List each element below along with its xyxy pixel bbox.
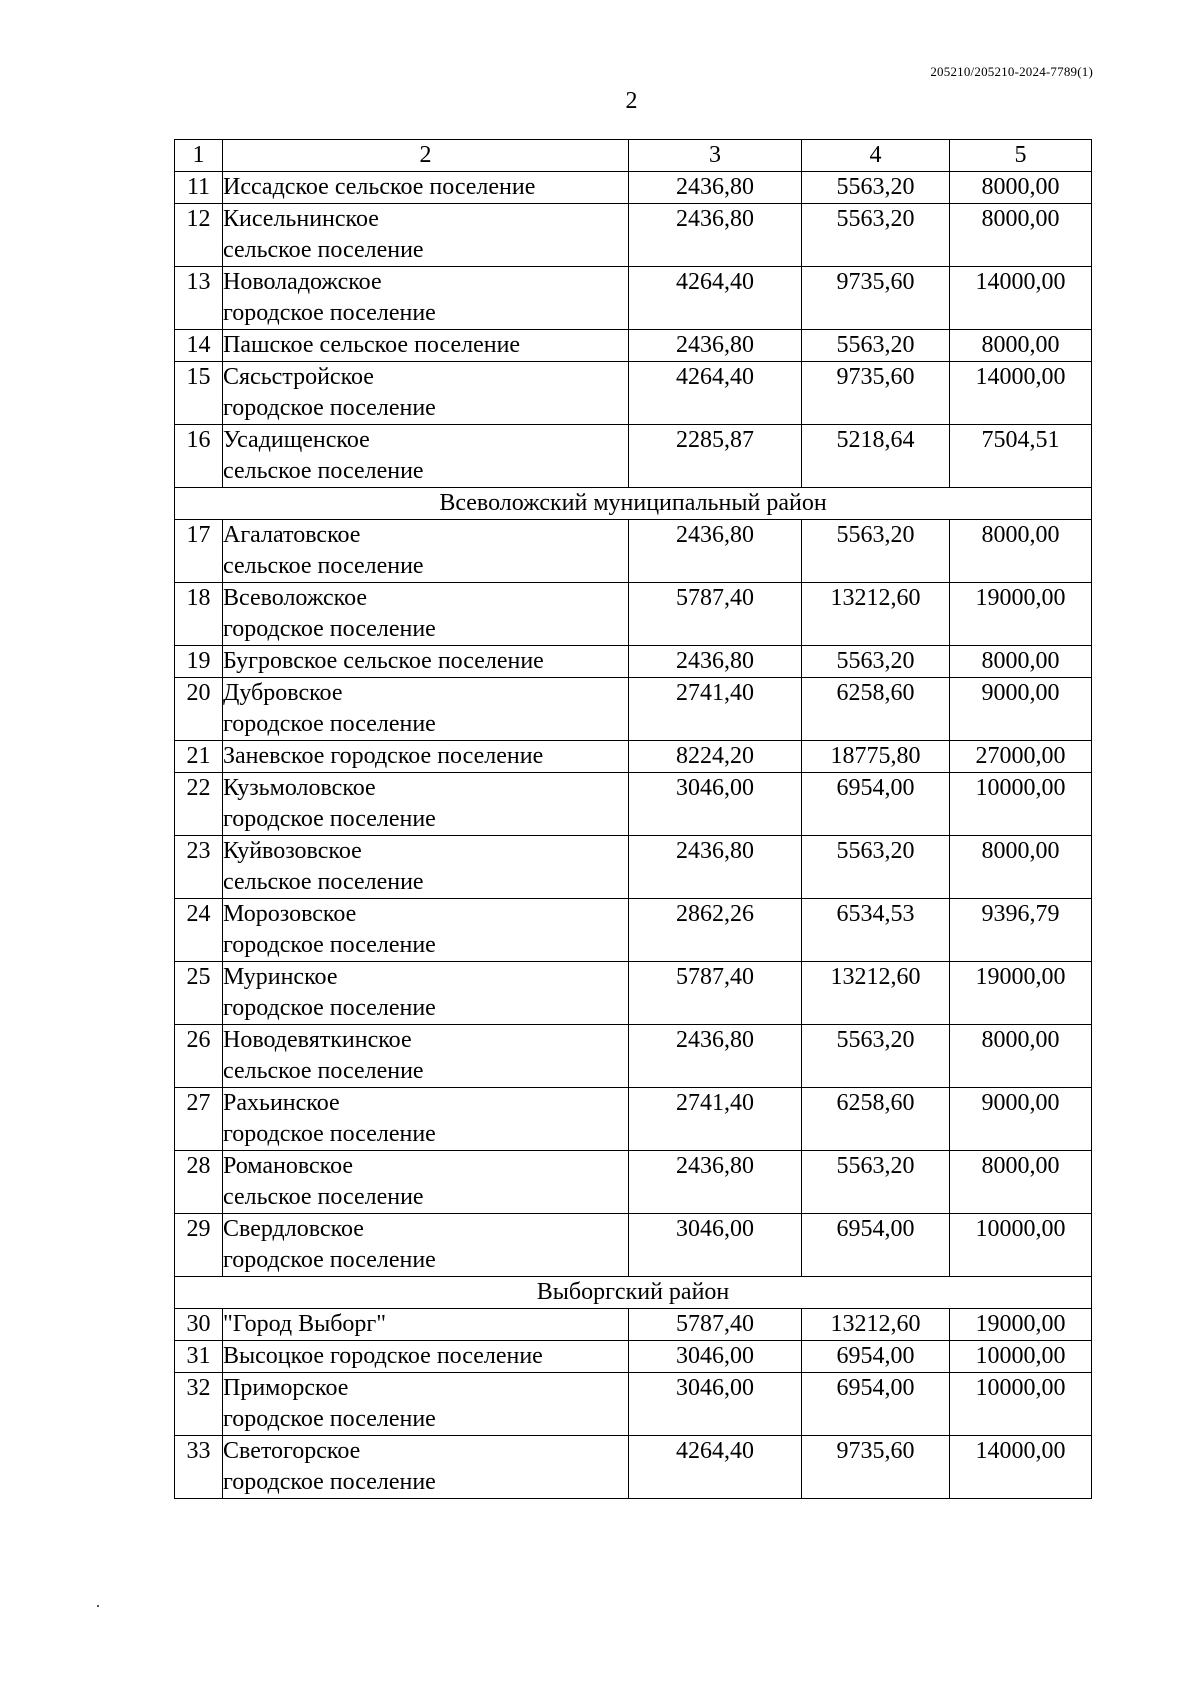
value-c3: 2741,40	[629, 678, 802, 741]
table-body	[175, 140, 1092, 1499]
value-c4: 5563,20	[802, 330, 950, 362]
table-row	[175, 1025, 1092, 1088]
value-c4: 6954,00	[802, 773, 950, 836]
value-c5: 10000,00	[950, 1214, 1092, 1277]
value-c3: 3046,00	[629, 1373, 802, 1436]
value-c4: 13212,60	[802, 962, 950, 1025]
settlement-name-line: Приморское	[223, 1375, 349, 1401]
value-c5: 7504,51	[950, 425, 1092, 488]
row-number: 11	[175, 172, 223, 204]
table-row	[175, 962, 1092, 1025]
value-c3: 2436,80	[629, 520, 802, 583]
settlement-name-line: городское поселение	[223, 711, 436, 737]
value-c4: 6954,00	[802, 1214, 950, 1277]
row-number: 14	[175, 330, 223, 362]
settlement-name	[223, 520, 629, 583]
settlement-name-line: Светогорское	[223, 1438, 361, 1464]
value-c3: 3046,00	[629, 1214, 802, 1277]
value-c3: 2436,80	[629, 204, 802, 267]
value-c4: 5563,20	[802, 836, 950, 899]
value-c4: 5563,20	[802, 1025, 950, 1088]
settlement-name-line: сельское поселение	[223, 553, 424, 579]
settlement-name-line: Бугровское сельское поселение	[223, 648, 544, 674]
row-number: 20	[175, 678, 223, 741]
settlement-name-line: Новодевяткинское	[223, 1027, 412, 1053]
table-row	[175, 1151, 1092, 1214]
value-c3: 2436,80	[629, 172, 802, 204]
settlement-name-line: Рахьинское	[223, 1090, 340, 1116]
settlement-name	[223, 836, 629, 899]
settlement-name	[223, 1341, 629, 1373]
row-number: 24	[175, 899, 223, 962]
value-c5: 27000,00	[950, 741, 1092, 773]
settlement-name-line: Новоладожское	[223, 269, 382, 295]
row-number: 18	[175, 583, 223, 646]
settlement-name-line: Усадищенское	[223, 427, 370, 453]
value-c5: 10000,00	[950, 773, 1092, 836]
table-row	[175, 1341, 1092, 1373]
value-c5: 9000,00	[950, 678, 1092, 741]
table-row	[175, 1373, 1092, 1436]
row-number: 12	[175, 204, 223, 267]
settlement-name-line: Заневское городское поселение	[223, 743, 544, 769]
value-c3: 2285,87	[629, 425, 802, 488]
allocation-table	[174, 139, 1092, 1499]
settlement-name-line: Муринское	[223, 964, 338, 990]
value-c3: 2741,40	[629, 1088, 802, 1151]
value-c3: 2436,80	[629, 330, 802, 362]
value-c5: 19000,00	[950, 962, 1092, 1025]
value-c5: 14000,00	[950, 1436, 1092, 1499]
section-row	[175, 1277, 1092, 1309]
value-c4: 6258,60	[802, 1088, 950, 1151]
value-c4: 5218,64	[802, 425, 950, 488]
value-c5: 14000,00	[950, 267, 1092, 330]
settlement-name-line: Кузьмоловское	[223, 775, 376, 801]
table-row	[175, 583, 1092, 646]
value-c5: 8000,00	[950, 1151, 1092, 1214]
settlement-name	[223, 1309, 629, 1341]
settlement-name-line: сельское поселение	[223, 237, 424, 263]
table-row	[175, 1436, 1092, 1499]
header-cell-3: 3	[629, 140, 802, 172]
table-row	[175, 741, 1092, 773]
table-row	[175, 267, 1092, 330]
section-row	[175, 488, 1092, 520]
value-c4: 9735,60	[802, 1436, 950, 1499]
value-c3: 5787,40	[629, 962, 802, 1025]
value-c3: 2436,80	[629, 1151, 802, 1214]
table-row	[175, 1309, 1092, 1341]
row-number: 15	[175, 362, 223, 425]
scan-speck	[97, 1605, 99, 1607]
settlement-name	[223, 583, 629, 646]
value-c5: 10000,00	[950, 1341, 1092, 1373]
settlement-name	[223, 362, 629, 425]
header-cell-5: 5	[950, 140, 1092, 172]
settlement-name-line: городское поселение	[223, 995, 436, 1021]
settlement-name-line: городское поселение	[223, 300, 436, 326]
settlement-name-line: Всеволожское	[223, 585, 368, 611]
settlement-name-line: Пашское сельское поселение	[223, 332, 521, 358]
row-number: 19	[175, 646, 223, 678]
value-c5: 9000,00	[950, 1088, 1092, 1151]
header-cell-2: 2	[223, 140, 629, 172]
settlement-name-line: Агалатовское	[223, 522, 361, 548]
settlement-name-line: городское поселение	[223, 616, 436, 642]
row-number: 29	[175, 1214, 223, 1277]
table-row	[175, 899, 1092, 962]
value-c3: 2436,80	[629, 836, 802, 899]
table-row	[175, 425, 1092, 488]
value-c4: 5563,20	[802, 520, 950, 583]
page-number: 2	[625, 88, 638, 114]
settlement-name	[223, 1436, 629, 1499]
settlement-name	[223, 1151, 629, 1214]
value-c5: 8000,00	[950, 1025, 1092, 1088]
settlement-name-line: Высоцкое городское поселение	[223, 1343, 543, 1369]
settlement-name	[223, 425, 629, 488]
row-number: 27	[175, 1088, 223, 1151]
table-row	[175, 520, 1092, 583]
settlement-name	[223, 773, 629, 836]
settlement-name-line: городское поселение	[223, 395, 436, 421]
value-c3: 8224,20	[629, 741, 802, 773]
row-number: 17	[175, 520, 223, 583]
value-c4: 13212,60	[802, 1309, 950, 1341]
value-c4: 6954,00	[802, 1341, 950, 1373]
settlement-name	[223, 962, 629, 1025]
settlement-name-line: сельское поселение	[223, 1184, 424, 1210]
value-c4: 18775,80	[802, 741, 950, 773]
value-c4: 9735,60	[802, 362, 950, 425]
table-row	[175, 204, 1092, 267]
row-number: 31	[175, 1341, 223, 1373]
settlement-name-line: городское поселение	[223, 806, 436, 832]
row-number: 26	[175, 1025, 223, 1088]
settlement-name	[223, 1025, 629, 1088]
row-number: 13	[175, 267, 223, 330]
settlement-name-line: Морозовское	[223, 901, 357, 927]
table-row	[175, 836, 1092, 899]
settlement-name-line: городское поселение	[223, 1247, 436, 1273]
value-c3: 5787,40	[629, 583, 802, 646]
value-c3: 2436,80	[629, 646, 802, 678]
settlement-name-line: "Город Выборг"	[223, 1311, 387, 1337]
settlement-name	[223, 1088, 629, 1151]
value-c3: 4264,40	[629, 1436, 802, 1499]
row-number: 30	[175, 1309, 223, 1341]
settlement-name	[223, 678, 629, 741]
row-number: 28	[175, 1151, 223, 1214]
value-c3: 3046,00	[629, 1341, 802, 1373]
value-c4: 5563,20	[802, 172, 950, 204]
table-row	[175, 1214, 1092, 1277]
table-row	[175, 1088, 1092, 1151]
table-row	[175, 773, 1092, 836]
settlement-name-line: Куйвозовское	[223, 838, 362, 864]
settlement-name	[223, 741, 629, 773]
value-c3: 5787,40	[629, 1309, 802, 1341]
settlement-name	[223, 646, 629, 678]
row-number: 16	[175, 425, 223, 488]
section-title: Всеволожский муниципальный район	[175, 488, 1092, 520]
value-c5: 8000,00	[950, 646, 1092, 678]
settlement-name-line: городское поселение	[223, 1121, 436, 1147]
value-c4: 6954,00	[802, 1373, 950, 1436]
value-c3: 4264,40	[629, 362, 802, 425]
row-number: 25	[175, 962, 223, 1025]
value-c4: 6258,60	[802, 678, 950, 741]
settlement-name-line: Свердловское	[223, 1216, 364, 1242]
value-c5: 8000,00	[950, 204, 1092, 267]
settlement-name	[223, 1373, 629, 1436]
value-c4: 13212,60	[802, 583, 950, 646]
value-c5: 9396,79	[950, 899, 1092, 962]
value-c5: 10000,00	[950, 1373, 1092, 1436]
table-row	[175, 330, 1092, 362]
value-c4: 5563,20	[802, 646, 950, 678]
settlement-name-line: сельское поселение	[223, 458, 424, 484]
table-header-row	[175, 140, 1092, 172]
settlement-name-line: Дубровское	[223, 680, 343, 706]
value-c3: 2862,26	[629, 899, 802, 962]
settlement-name	[223, 1214, 629, 1277]
document-id: 205210/205210-2024-7789(1)	[930, 64, 1093, 79]
value-c5: 8000,00	[950, 172, 1092, 204]
settlement-name-line: Романовское	[223, 1153, 354, 1179]
settlement-name-line: городское поселение	[223, 1406, 436, 1432]
value-c5: 8000,00	[950, 520, 1092, 583]
table-row	[175, 678, 1092, 741]
settlement-name	[223, 172, 629, 204]
row-number: 23	[175, 836, 223, 899]
settlement-name-line: сельское поселение	[223, 1058, 424, 1084]
settlement-name	[223, 899, 629, 962]
table-row	[175, 362, 1092, 425]
value-c5: 8000,00	[950, 836, 1092, 899]
settlement-name-line: Кисельнинское	[223, 206, 379, 232]
value-c4: 6534,53	[802, 899, 950, 962]
value-c5: 19000,00	[950, 583, 1092, 646]
section-title: Выборгский район	[175, 1277, 1092, 1309]
table-row	[175, 172, 1092, 204]
settlement-name-line: Иссадское сельское поселение	[223, 174, 536, 200]
value-c4: 9735,60	[802, 267, 950, 330]
settlement-name-line: городское поселение	[223, 1469, 436, 1495]
row-number: 21	[175, 741, 223, 773]
settlement-name-line: городское поселение	[223, 932, 436, 958]
value-c5: 19000,00	[950, 1309, 1092, 1341]
header-cell-1: 1	[175, 140, 223, 172]
value-c3: 4264,40	[629, 267, 802, 330]
settlement-name	[223, 267, 629, 330]
value-c3: 3046,00	[629, 773, 802, 836]
settlement-name-line: Сясьстройское	[223, 364, 374, 390]
settlement-name	[223, 330, 629, 362]
value-c3: 2436,80	[629, 1025, 802, 1088]
settlement-name-line: сельское поселение	[223, 869, 424, 895]
row-number: 22	[175, 773, 223, 836]
value-c5: 8000,00	[950, 330, 1092, 362]
value-c5: 14000,00	[950, 362, 1092, 425]
row-number: 32	[175, 1373, 223, 1436]
table-row	[175, 646, 1092, 678]
row-number: 33	[175, 1436, 223, 1499]
header-cell-4: 4	[802, 140, 950, 172]
settlement-name	[223, 204, 629, 267]
value-c4: 5563,20	[802, 1151, 950, 1214]
value-c4: 5563,20	[802, 204, 950, 267]
